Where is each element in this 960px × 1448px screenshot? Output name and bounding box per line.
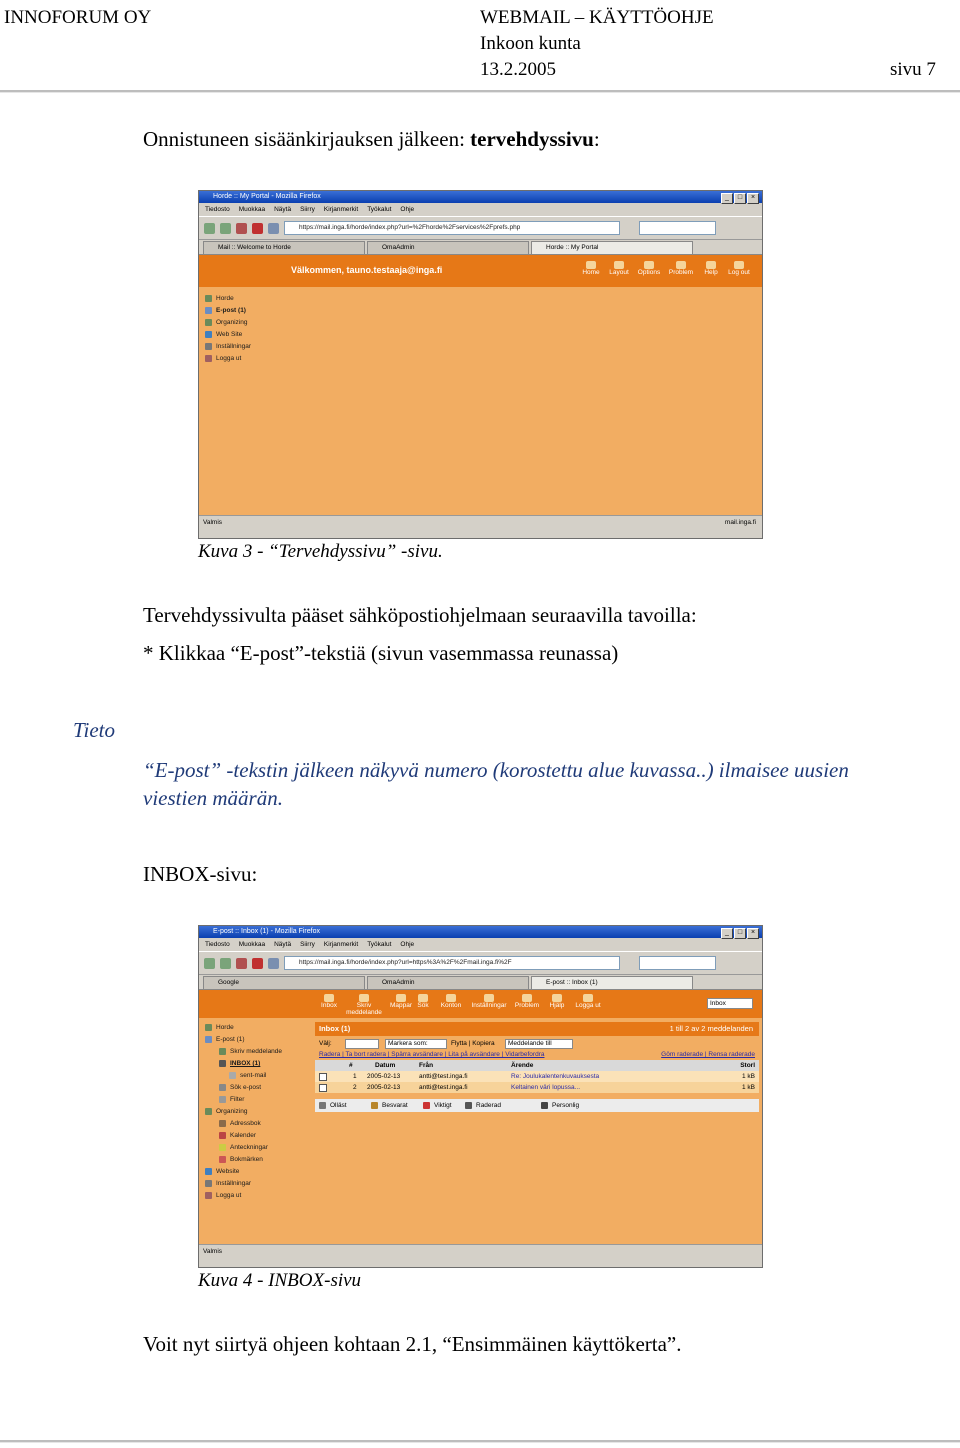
message-actions[interactable]: Radera | Ta bort radera | Spärra avsändare | Lita på avsändare | Vidarbefordra	[319, 1051, 545, 1058]
bookmark-icon	[219, 1156, 226, 1163]
addressbook-icon	[219, 1120, 226, 1127]
toolbar-label: Log out	[728, 269, 750, 276]
purge-actions[interactable]: Göm raderade | Rensa raderade	[661, 1051, 755, 1058]
legend-item	[465, 1100, 501, 1111]
legend-label: Raderad	[476, 1102, 501, 1109]
sidebar-item-label: INBOX (1)	[230, 1060, 261, 1067]
mail-icon	[205, 307, 212, 314]
intro-text: Onnistuneen sisäänkirjauksen jälkeen:	[143, 127, 471, 151]
sidebar-item-notes[interactable]	[205, 1142, 282, 1154]
message-size: 1 kB	[741, 1084, 755, 1091]
company-name: INNOFORUM OY	[4, 7, 152, 28]
legend-item	[541, 1100, 579, 1111]
message-from: antti@test.inga.fi	[419, 1073, 468, 1080]
menu-item[interactable]: Tiedosto	[205, 206, 230, 213]
toolbar-home[interactable]	[577, 261, 605, 276]
sidebar-item-label: Anteckningar	[230, 1144, 268, 1151]
back-icon[interactable]	[204, 958, 215, 969]
sidebar-item-label: Logga ut	[216, 1192, 242, 1199]
close-icon[interactable]: ×	[747, 193, 759, 204]
sidebar-item-calendar[interactable]	[205, 1130, 282, 1142]
sidebar-item-label: Adressbok	[230, 1120, 261, 1127]
toolbar-layout[interactable]	[605, 261, 633, 276]
toolbar-settings[interactable]	[467, 994, 511, 1009]
toolbar-label: Logga ut	[575, 1002, 601, 1009]
window-titlebar: Horde :: My Portal - Mozilla Firefox	[199, 191, 762, 203]
message-date: 2005-02-13	[367, 1084, 401, 1091]
toolbar-accounts[interactable]	[437, 994, 465, 1009]
reload-icon[interactable]	[236, 958, 247, 969]
welcome-text: Välkommen, tauno.testaaja@inga.fi	[291, 265, 443, 275]
sidebar-item-label: Inställningar	[216, 1180, 252, 1187]
stop-icon[interactable]	[252, 223, 263, 234]
horde-icon	[205, 1024, 212, 1031]
screenshot-inbox	[198, 925, 763, 1268]
mail-icon	[205, 1036, 212, 1043]
nav-toolbar	[199, 216, 762, 240]
search-icon	[219, 1084, 226, 1091]
folder-select[interactable]: Inbox	[707, 998, 753, 1009]
globe-icon	[205, 331, 212, 338]
sidebar-item-label: Inställningar	[216, 343, 252, 350]
menu-bar	[199, 938, 762, 951]
sidebar-item-sent[interactable]	[205, 1070, 282, 1082]
note-text: “E-post” -tekstin jälkeen näkyvä numero (korostettu alue kuvassa..) ilmaisee uusien	[143, 758, 849, 782]
sidebar-item-label: Website	[216, 1168, 240, 1175]
sidebar-item-horde[interactable]	[205, 293, 251, 305]
sidebar-item-epost[interactable]	[205, 305, 251, 317]
address-bar[interactable]: https://mail.inga.fi/horde/index.php?url=%2Fhorde%2Fservices%2Fprefs.php	[284, 221, 620, 235]
toolbar-label: Problem	[514, 1002, 540, 1009]
message-number: 2	[353, 1084, 357, 1091]
header-rule	[0, 90, 960, 93]
message-row[interactable]	[315, 1082, 759, 1093]
settings-icon	[484, 994, 494, 1002]
options-icon	[644, 261, 654, 269]
reload-icon[interactable]	[236, 223, 247, 234]
inbox-toolbar	[199, 990, 762, 1018]
sidebar-item-settings[interactable]	[205, 1178, 282, 1190]
column-subject[interactable]: Ärende	[511, 1062, 534, 1069]
sidebar-item-label: sent-mail	[240, 1072, 267, 1079]
toolbar-label: Problem	[668, 269, 694, 276]
folder-icon	[229, 1072, 236, 1079]
menu-item[interactable]: Muokkaa	[238, 206, 266, 213]
sidebar-item-search[interactable]	[205, 1082, 282, 1094]
browser-tab[interactable]: OmaAdmin	[367, 241, 529, 254]
toolbar-help[interactable]	[697, 261, 725, 276]
note-text: viestien määrän.	[143, 786, 283, 810]
tab-bar	[199, 975, 762, 990]
message-date: 2005-02-13	[367, 1073, 401, 1080]
sidebar-item-website[interactable]	[205, 1166, 282, 1178]
mail-actions-row	[315, 1049, 759, 1060]
menu-bar	[199, 203, 762, 216]
footer-rule	[0, 1440, 960, 1443]
toolbar-logout[interactable]	[725, 261, 753, 276]
problem-icon	[522, 994, 532, 1002]
window-titlebar: E-post :: Inbox (1) - Mozilla Firefox	[199, 926, 762, 938]
help-icon	[552, 994, 562, 1002]
toolbar-label: Layout	[609, 269, 629, 276]
sidebar-item-horde[interactable]	[205, 1022, 282, 1034]
nav-toolbar	[199, 951, 762, 975]
toolbar-folders[interactable]	[387, 994, 415, 1009]
sidebar-item-filter[interactable]	[205, 1094, 282, 1106]
sidebar-item-bookmarks[interactable]	[205, 1154, 282, 1166]
sidebar-tree	[205, 1022, 282, 1202]
column-from[interactable]: Från	[419, 1062, 434, 1069]
page-number: sivu 7	[890, 59, 936, 80]
message-count: 1 till 2 av 2 meddelanden	[669, 1024, 753, 1033]
toolbar-label: Options	[637, 269, 661, 276]
move-target-dropdown[interactable]: Meddelande till	[505, 1039, 573, 1049]
status-bar	[199, 515, 762, 529]
sidebar-item-label: Filter	[230, 1096, 245, 1103]
sidebar-item-label: Skriv meddelande	[230, 1048, 283, 1055]
welcome-band	[199, 255, 762, 287]
sidebar-item-label: Logga ut	[216, 355, 242, 362]
tools-icon	[205, 1180, 212, 1187]
message-subject[interactable]: Keltainen väri lopussa...	[511, 1084, 581, 1091]
inbox-icon	[324, 994, 334, 1002]
back-icon[interactable]	[204, 223, 215, 234]
logout-icon	[205, 1192, 212, 1199]
sidebar-item-compose[interactable]	[205, 1046, 282, 1058]
status-bar	[199, 1244, 762, 1258]
column-size[interactable]: Storl	[740, 1062, 755, 1069]
window-controls	[721, 193, 759, 204]
document-title: WEBMAIL – KÄYTTÖOHJE	[480, 7, 714, 28]
figure-caption: Kuva 3 - “Tervehdyssivu” -sivu.	[198, 541, 443, 562]
menu-item[interactable]: Työkalut	[367, 206, 392, 213]
toolbar-compose[interactable]	[343, 994, 385, 1016]
toolbar-logout[interactable]	[571, 994, 605, 1009]
client-name: Inkoon kunta	[480, 33, 581, 54]
organizing-icon	[205, 1108, 212, 1115]
home-icon[interactable]	[268, 223, 279, 234]
sidebar-item-website[interactable]	[205, 329, 251, 341]
layout-icon	[614, 261, 624, 269]
message-table-header	[315, 1060, 759, 1071]
sidebar-item-logout[interactable]	[205, 1190, 282, 1202]
menu-item[interactable]: Työkalut	[367, 941, 392, 948]
toolbar-search[interactable]	[413, 994, 433, 1009]
globe-icon	[205, 1168, 212, 1175]
forward-icon[interactable]	[220, 958, 231, 969]
note-label: Tieto	[73, 718, 116, 742]
sidebar-item-label: Horde	[216, 295, 234, 302]
home-icon[interactable]	[268, 958, 279, 969]
paragraph-line: Tervehdyssivulta pääset sähköpostiohjelmaan seuraavilla tavoilla:	[143, 603, 697, 627]
close-icon[interactable]: ×	[747, 928, 759, 939]
legend-item	[319, 1100, 347, 1111]
message-size: 1 kB	[741, 1073, 755, 1080]
closing-text: Voit nyt siirtyä ohjeen kohtaan 2.1, “Ensimmäinen käyttökerta”.	[143, 1332, 682, 1356]
sidebar-item-label: Bokmärken	[230, 1156, 263, 1163]
paragraph-line: * Klikkaa “E-post”-tekstiä (sivun vasemmassa reunassa)	[143, 641, 619, 665]
section-heading: INBOX-sivu:	[143, 862, 258, 886]
sidebar-item-organizing[interactable]	[205, 317, 251, 329]
forward-icon[interactable]	[220, 223, 231, 234]
toolbar-label: Inbox	[321, 1002, 337, 1009]
menu-item[interactable]: Ohje	[400, 941, 415, 948]
logout-icon	[583, 994, 593, 1002]
calendar-icon	[219, 1132, 226, 1139]
toolbar-label: Hjälp	[549, 1002, 565, 1009]
compose-icon	[219, 1048, 226, 1055]
menu-item[interactable]: Muokkaa	[238, 941, 266, 948]
menu-item[interactable]: Siirry	[300, 941, 315, 948]
toolbar-label: Inställningar	[471, 1002, 507, 1009]
message-subject[interactable]: Re: Joulukalentenkuvauksesta	[511, 1073, 600, 1080]
select-dropdown[interactable]	[345, 1039, 379, 1049]
logout-icon	[205, 355, 212, 362]
toolbar-problem[interactable]	[513, 994, 541, 1009]
search-input[interactable]	[639, 221, 716, 235]
unread-icon	[319, 1102, 326, 1109]
compose-icon	[359, 994, 369, 1002]
mail-pane-header	[315, 1022, 759, 1036]
toolbar-options[interactable]	[635, 261, 663, 276]
tab-bar	[199, 240, 762, 255]
status-host: mail.inga.fi	[724, 519, 756, 526]
sidebar-item-settings[interactable]	[205, 341, 251, 353]
menu-item[interactable]: Näytä	[274, 941, 292, 948]
legend-row	[315, 1099, 759, 1112]
intro-line	[143, 126, 600, 152]
menu-item[interactable]: Kirjanmerkit	[323, 941, 359, 948]
toolbar-label: Konton	[440, 1002, 462, 1009]
browser-tab[interactable]: Mail :: Welcome to Horde	[203, 241, 365, 254]
important-icon	[423, 1102, 430, 1109]
sidebar-item-label: Horde	[216, 1024, 234, 1031]
notes-icon	[219, 1144, 226, 1151]
inbox-icon	[219, 1060, 226, 1067]
column-date[interactable]: Datum	[375, 1062, 396, 1069]
toolbar-label: Sök	[417, 1002, 429, 1009]
menu-item[interactable]: Siirry	[300, 206, 315, 213]
legend-label: Personlig	[552, 1102, 580, 1109]
intro-suffix: :	[593, 127, 600, 151]
minimize-icon[interactable]: _	[721, 193, 733, 204]
toolbar-label: Skriv meddelande	[346, 1002, 382, 1016]
message-number: 1	[353, 1073, 357, 1080]
toolbar-label: Home	[582, 269, 600, 276]
select-label: Välj:	[319, 1040, 332, 1047]
menu-item[interactable]: Tiedosto	[205, 941, 230, 948]
address-bar[interactable]: https://mail.inga.fi/horde/index.php?url=https%3A%2F%2Fmail.inga.fi%2F	[284, 956, 620, 970]
tools-icon	[205, 343, 212, 350]
mail-pane-title: Inbox (1)	[319, 1024, 351, 1033]
accounts-icon	[446, 994, 456, 1002]
sidebar-item-label: Organizing	[216, 1108, 248, 1115]
menu-item[interactable]: Ohje	[400, 206, 415, 213]
legend-label: Viktigt	[434, 1102, 452, 1109]
screenshot-portal	[198, 190, 763, 539]
move-copy-links[interactable]: Flytta | Kopiera	[451, 1040, 495, 1047]
mail-pane	[315, 1022, 759, 1112]
window-controls	[721, 928, 759, 939]
horde-icon	[205, 295, 212, 302]
status-text: Valmis	[203, 519, 223, 526]
sidebar-item-label: E-post (1)	[216, 1036, 245, 1043]
menu-item[interactable]: Kirjanmerkit	[323, 206, 359, 213]
sidebar-item-logout[interactable]	[205, 353, 251, 365]
toolbar-inbox[interactable]	[315, 994, 343, 1009]
sidebar-tree	[205, 293, 251, 365]
maximize-icon[interactable]: □	[734, 928, 746, 939]
folders-icon	[396, 994, 406, 1002]
portal-content	[199, 255, 762, 515]
message-checkbox[interactable]	[319, 1073, 327, 1081]
deleted-icon	[465, 1102, 472, 1109]
search-icon	[418, 994, 428, 1002]
inbox-content	[199, 990, 762, 1244]
browser-tab[interactable]: Google	[203, 976, 365, 989]
intro-bold: tervehdyssivu	[470, 127, 594, 151]
sidebar-item-epost[interactable]	[205, 1034, 282, 1046]
menu-item[interactable]: Näytä	[274, 206, 292, 213]
help-icon	[706, 261, 716, 269]
toolbar-help[interactable]	[543, 994, 571, 1009]
browser-tab-active[interactable]: E-post :: Inbox (1)	[531, 976, 693, 989]
organizing-icon	[205, 319, 212, 326]
browser-tab-active[interactable]: Horde :: My Portal	[531, 241, 693, 254]
sidebar-item-inbox[interactable]	[205, 1058, 282, 1070]
sidebar-item-label: Organizing	[216, 319, 248, 326]
message-checkbox[interactable]	[319, 1084, 327, 1092]
toolbar-problem[interactable]	[667, 261, 695, 276]
status-text: Valmis	[203, 1248, 223, 1255]
sidebar-item-addressbook[interactable]	[205, 1118, 282, 1130]
sidebar-item-label: E-post (1)	[216, 307, 246, 314]
problem-icon	[676, 261, 686, 269]
home-icon	[586, 261, 596, 269]
toolbar-label: Mappar	[389, 1002, 413, 1009]
column-number[interactable]: #	[349, 1062, 353, 1069]
search-input[interactable]	[639, 956, 716, 970]
stop-icon[interactable]	[252, 958, 263, 969]
figure-caption: Kuva 4 - INBOX-sivu	[198, 1270, 362, 1291]
mail-actions-row	[315, 1038, 759, 1049]
toolbar-label: Help	[704, 269, 718, 276]
logout-icon	[734, 261, 744, 269]
sidebar-item-organizing[interactable]	[205, 1106, 282, 1118]
mark-as-dropdown[interactable]: Markera som:	[385, 1039, 447, 1049]
legend-label: Besvarat	[382, 1102, 408, 1109]
message-row[interactable]	[315, 1071, 759, 1082]
legend-item	[371, 1100, 408, 1111]
document-date: 13.2.2005	[480, 59, 556, 80]
legend-item	[423, 1100, 452, 1111]
sidebar-item-label: Kalender	[230, 1132, 257, 1139]
maximize-icon[interactable]: □	[734, 193, 746, 204]
filter-icon	[219, 1096, 226, 1103]
sidebar-item-label: Sök e-post	[230, 1084, 262, 1091]
legend-label: Olläst	[330, 1102, 347, 1109]
browser-tab[interactable]: OmaAdmin	[367, 976, 529, 989]
personal-icon	[541, 1102, 548, 1109]
answered-icon	[371, 1102, 378, 1109]
message-from: antti@test.inga.fi	[419, 1084, 468, 1091]
sidebar-item-label: Web Site	[216, 331, 243, 338]
minimize-icon[interactable]: _	[721, 928, 733, 939]
